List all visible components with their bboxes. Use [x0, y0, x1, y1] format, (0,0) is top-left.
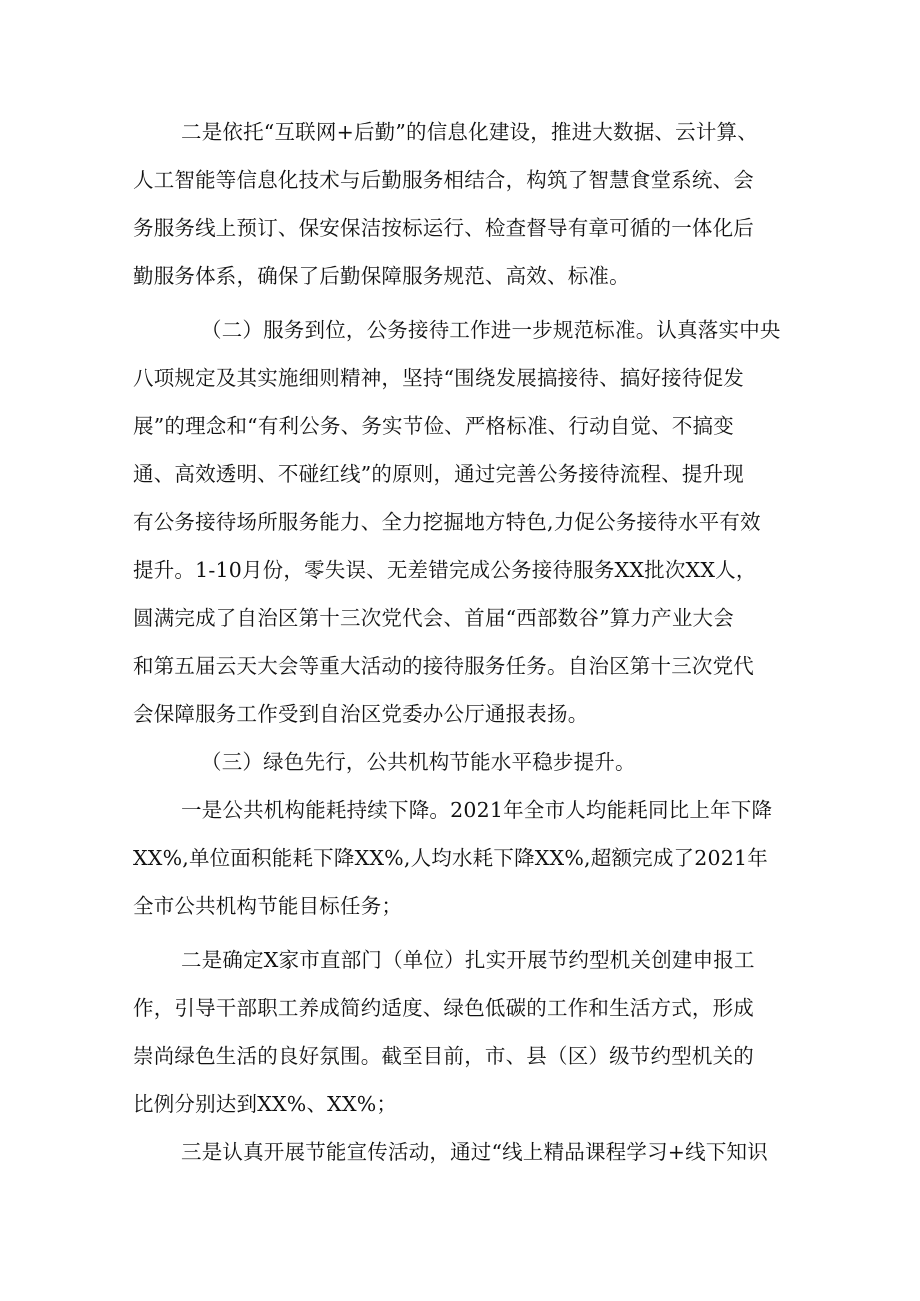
- section-heading-line: （二）服务到位，公务接待工作进一步规范标准。认真落实中央: [201, 318, 781, 342]
- paragraph-line: 会保障服务工作受到自治区党委办公厅通报表扬。: [133, 702, 589, 726]
- paragraph-line: 务服务线上预订、保安保洁按标运行、检查督导有章可循的一体化后: [133, 216, 754, 240]
- paragraph-line: 崇尚绿色生活的良好氛围。截至目前，市、县（区）级节约型机关的: [133, 1044, 754, 1068]
- paragraph-line: 和第五届云天大会等重大活动的接待服务任务。自治区第十三次党代: [133, 654, 754, 678]
- paragraph-line: 提升。1-10月份，零失误、无差错完成公务接待服务XX批次XX人，: [133, 558, 757, 582]
- paragraph-line: 八项规定及其实施细则精神，坚持“围绕发展搞接待、搞好接待促发: [133, 366, 744, 390]
- paragraph-line: 圆满完成了自治区第十三次党代会、首届“西部数谷”算力产业大会: [133, 606, 734, 630]
- paragraph-line: 展”的理念和“有利公务、务实节俭、严格标准、行动自觉、不搞变: [133, 414, 734, 438]
- paragraph-line: 人工智能等信息化技术与后勤服务相结合，构筑了智慧食堂系统、会: [133, 168, 754, 192]
- paragraph-line: 全市公共机构节能目标任务；: [133, 894, 403, 918]
- paragraph-line: 通、高效透明、不碰红线”的原则，通过完善公务接待流程、提升现: [133, 462, 744, 486]
- paragraph-line: 二是依托“互联网+后勤”的信息化建设，推进大数据、云计算、: [181, 120, 758, 144]
- paragraph-line: 勤服务体系，确保了后勤保障服务规范、高效、标准。: [133, 264, 630, 288]
- section-heading-line: （三）绿色先行，公共机构节能水平稳步提升。: [201, 750, 636, 774]
- paragraph-line: 作，引导干部职工养成简约适度、绿色低碳的工作和生活方式，形成: [133, 996, 754, 1020]
- paragraph-line: 二是确定X家市直部门（单位）扎实开展节约型机关创建申报工: [181, 948, 755, 972]
- paragraph-line: 一是公共机构能耗持续下降。2021年全市人均能耗同比上年下降: [181, 798, 773, 822]
- paragraph-line: 三是认真开展节能宣传活动，通过“线上精品课程学习+线下知识: [181, 1140, 768, 1164]
- paragraph-line: XX%,单位面积能耗下降XX%,人均水耗下降XX%,超额完成了2021年: [133, 846, 768, 870]
- paragraph-line: 有公务接待场所服务能力、全力挖掘地方特色,力促公务接待水平有效: [133, 510, 761, 534]
- paragraph-line: 比例分别达到XX%、XX%；: [133, 1092, 398, 1116]
